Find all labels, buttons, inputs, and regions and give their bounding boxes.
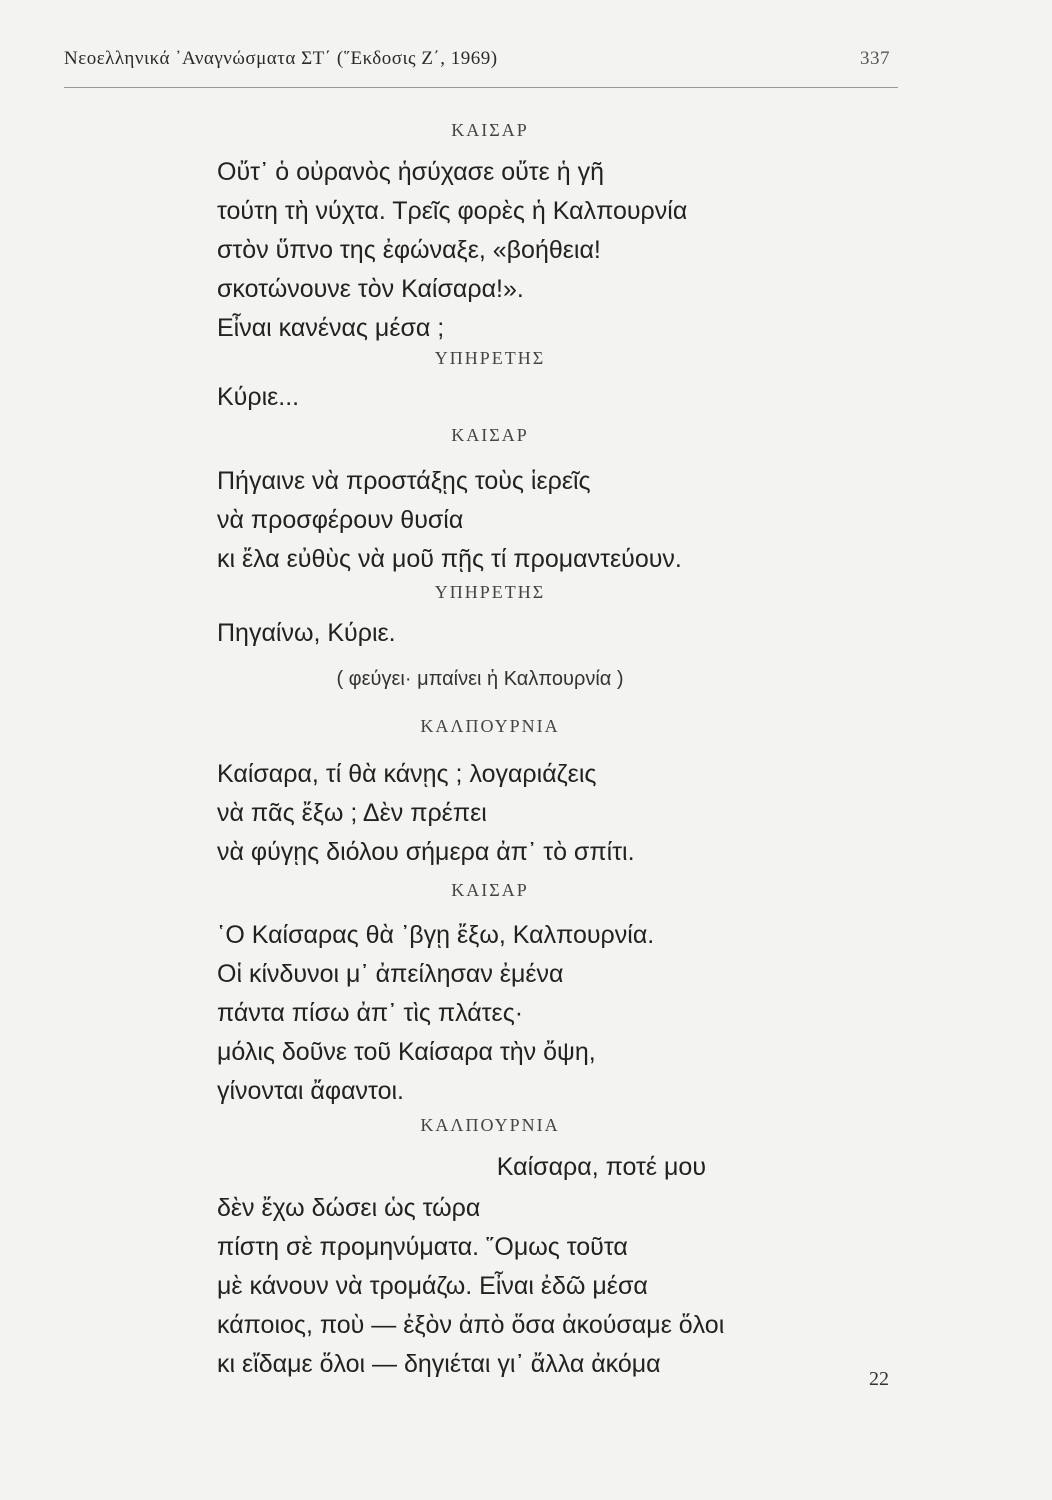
verse-line: νὰ προσφέρουν θυσία bbox=[217, 506, 464, 534]
verse-line: πίστη σὲ προμηνύματα. ῞Ομως τοῦτα bbox=[217, 1233, 628, 1261]
verse-line: κι εἴδαμε ὅλοι — δηγιέται γι᾽ ἄλλα ἀκόμα bbox=[217, 1350, 661, 1378]
speaker-label: ΚΑΙΣΑΡ bbox=[451, 120, 529, 140]
speaker-label: ΚΑΙΣΑΡ bbox=[451, 425, 529, 445]
book-title: Νεοελληνικά ᾽Αναγνώσματα ΣΤ΄ (῞Εκδοσις Ζ΄, 1969) bbox=[64, 48, 498, 69]
speaker-label: ΥΠΗΡΕΤΗΣ bbox=[434, 348, 546, 368]
running-header bbox=[64, 48, 890, 78]
verse-line: νὰ φύγῃς διόλου σήμερα ἀπ᾽ τὸ σπίτι. bbox=[217, 838, 635, 866]
verse-line: νὰ πᾶς ἔξω ; Δὲν πρέπει bbox=[217, 799, 487, 827]
stage-direction: ( φεύγει· μπαίνει ἡ Καλπουρνία ) bbox=[336, 668, 624, 690]
signature-mark: 22 bbox=[869, 1368, 889, 1390]
speaker-label: ΚΑΛΠΟΥΡΝΙΑ bbox=[420, 716, 560, 736]
verse-line: ῾Ο Καίσαρας θὰ ᾽βγῃ ἔξω, Καλπουρνία. bbox=[217, 921, 655, 949]
verse-line: Κύριε... bbox=[217, 383, 300, 411]
header-rule bbox=[64, 87, 898, 88]
verse-line: μόλις δοῦνε τοῦ Καίσαρα τὴν ὄψη, bbox=[217, 1038, 596, 1066]
verse-line: Οἱ κίνδυνοι μ᾽ ἀπείλησαν ἐμένα bbox=[217, 960, 564, 988]
verse-line: μὲ κάνουν νὰ τρομάζω. Εἶναι ἐδῶ μέσα bbox=[217, 1272, 648, 1300]
verse-line: τούτη τὴ νύχτα. Τρεῖς φορὲς ἡ Καλπουρνία bbox=[217, 197, 688, 225]
verse-line: Πηγαίνω, Κύριε. bbox=[217, 619, 396, 647]
speaker-label: ΚΑΙΣΑΡ bbox=[451, 880, 529, 900]
verse-line: στὸν ὕπνο της ἐφώναξε, «βοήθεια! bbox=[217, 236, 601, 264]
speaker-label: ΚΑΛΠΟΥΡΝΙΑ bbox=[420, 1115, 560, 1135]
verse-line: Οὔτ᾽ ὁ οὐρανὸς ἡσύχασε οὔτε ἡ γῆ bbox=[217, 158, 604, 186]
speaker-label: ΥΠΗΡΕΤΗΣ bbox=[434, 582, 546, 602]
verse-line: πάντα πίσω ἀπ᾽ τὶς πλάτες· bbox=[217, 999, 524, 1027]
verse-line: γίνονται ἄφαντοι. bbox=[217, 1077, 404, 1105]
verse-line: Καίσαρα, ποτέ μου bbox=[496, 1153, 706, 1181]
verse-line: Καίσαρα, τί θὰ κάνῃς ; λογαριάζεις bbox=[217, 760, 597, 788]
page-number: 337 bbox=[860, 48, 890, 69]
verse-line: σκοτώνουνε τὸν Καίσαρα!». bbox=[217, 275, 524, 303]
verse-line: Πήγαινε νὰ προστάξῃς τοὺς ἱερεῖς bbox=[217, 467, 591, 495]
verse-line: Εἶναι κανένας μέσα ; bbox=[217, 314, 445, 342]
verse-line: κάποιος, ποὺ — ἐξὸν ἀπὸ ὅσα ἀκούσαμε ὅλοι bbox=[217, 1311, 725, 1339]
verse-line: κι ἔλα εὐθὺς νὰ μοῦ πῇς τί προμαντεύουν. bbox=[217, 545, 682, 573]
verse-line: δὲν ἔχω δώσει ὡς τώρα bbox=[217, 1194, 481, 1222]
